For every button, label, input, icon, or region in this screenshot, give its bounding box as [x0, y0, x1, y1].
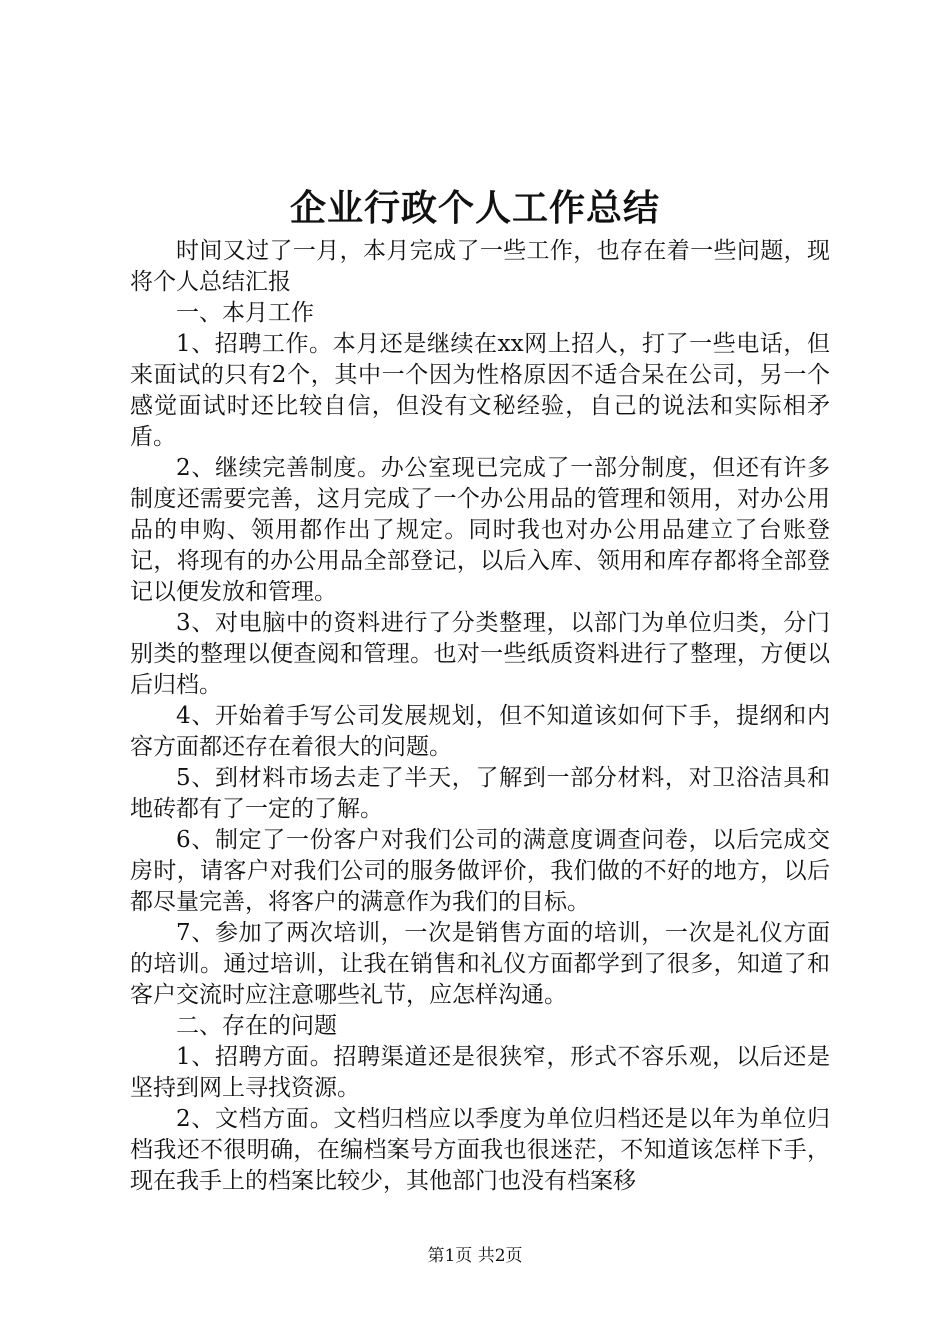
- page-number-footer: 第1页 共2页: [427, 1246, 523, 1266]
- document-body: [130, 236, 830, 1197]
- paragraph-item-policies: 2、继续完善制度。办公室现已完成了一部分制度，但还有许多制度还需要完善，这月完成了一个办公用品的管理和领用，对办公用品的申购、领用都作出了规定。同时我也对办公用品建立了台账登记，将现有的办公用品全部登记，以后入库、领用和库存都将全部登记以便发放和管理。: [130, 455, 830, 605]
- paragraph-item-material-market: 5、到材料市场去走了半天，了解到一部分材料，对卫浴洁具和地砖都有了一定的了解。: [130, 765, 830, 822]
- paragraph-item-survey: 6、制定了一份客户对我们公司的满意度调查问卷，以后完成交房时，请客户对我们公司的服务做评价，我们做的不好的地方，以后都尽量完善，将客户的满意作为我们的目标。: [130, 827, 830, 915]
- section-heading-problems: 二、存在的问题: [176, 1013, 337, 1039]
- section-heading-this-month-work: 一、本月工作: [176, 300, 314, 326]
- paragraph-item-file-organization: 3、对电脑中的资料进行了分类整理，以部门为单位归类，分门别类的整理以便查阅和管理。也对一些纸质资料进行了整理，方便以后归档。: [130, 610, 830, 698]
- paragraph-item-development-plan: 4、开始着手写公司发展规划，但不知道该如何下手，提纲和内容方面都还存在着很大的问题。: [130, 703, 830, 760]
- paragraph-intro: 时间又过了一月，本月完成了一些工作，也存在着一些问题，现将个人总结汇报: [130, 238, 830, 295]
- paragraph-problem-recruitment: 1、招聘方面。招聘渠道还是很狭窄，形式不容乐观，以后还是坚持到网上寻找资源。: [130, 1044, 830, 1101]
- paragraph-item-recruitment: 1、招聘工作。本月还是继续在xx网上招人，打了一些电话，但来面试的只有2个，其中一个因为性格原因不适合呆在公司，另一个感觉面试时还比较自信，但没有文秘经验，自己的说法和实际相矛盾。: [130, 331, 830, 450]
- paragraph-item-training: 7、参加了两次培训，一次是销售方面的培训，一次是礼仪方面的培训。通过培训，让我在销售和礼仪方面都学到了很多，知道了和客户交流时应注意哪些礼节，应怎样沟通。: [130, 920, 830, 1008]
- paragraph-problem-archives: 2、文档方面。文档归档应以季度为单位归档还是以年为单位归档我还不很明确，在编档案号方面我也很迷茫，不知道该怎样下手，现在我手上的档案比较少，其他部门也没有档案移: [130, 1106, 830, 1194]
- document-title: 企业行政个人工作总结: [289, 187, 660, 229]
